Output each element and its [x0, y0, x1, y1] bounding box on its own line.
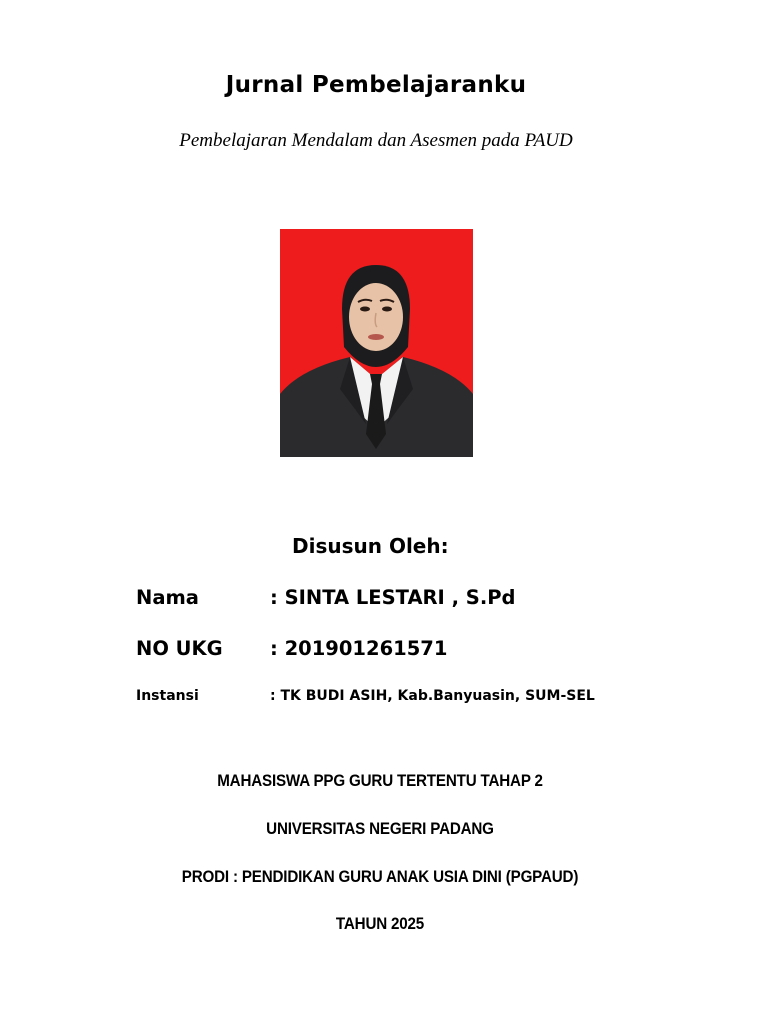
footer-year-line: TAHUN 2025: [335, 915, 425, 933]
document-subtitle: Pembelajaran Mendalam dan Asesmen pada PAUD: [179, 130, 573, 151]
footer-university-line: UNIVERSITAS NEGERI PADANG: [266, 820, 494, 838]
footer-program-line: MAHASISWA PPG GURU TERTENTU TAHAP 2: [217, 772, 543, 790]
document-title: Jurnal Pembelajaranku: [225, 72, 527, 98]
portrait-photo: [280, 229, 473, 457]
author-heading: Disusun Oleh:: [292, 534, 449, 558]
name-label: Nama: [136, 586, 199, 609]
no-ukg-label: NO UKG: [136, 637, 223, 660]
instansi-label: Instansi: [136, 688, 199, 704]
instansi-value: : TK BUDI ASIH, Kab.Banyuasin, SUM-SEL: [270, 688, 595, 704]
footer-prodi-line: PRODI : PENDIDIKAN GURU ANAK USIA DINI (PGPAUD): [181, 868, 579, 886]
no-ukg-value: : 201901261571: [270, 637, 448, 660]
name-value: : SINTA LESTARI , S.Pd: [270, 586, 516, 609]
